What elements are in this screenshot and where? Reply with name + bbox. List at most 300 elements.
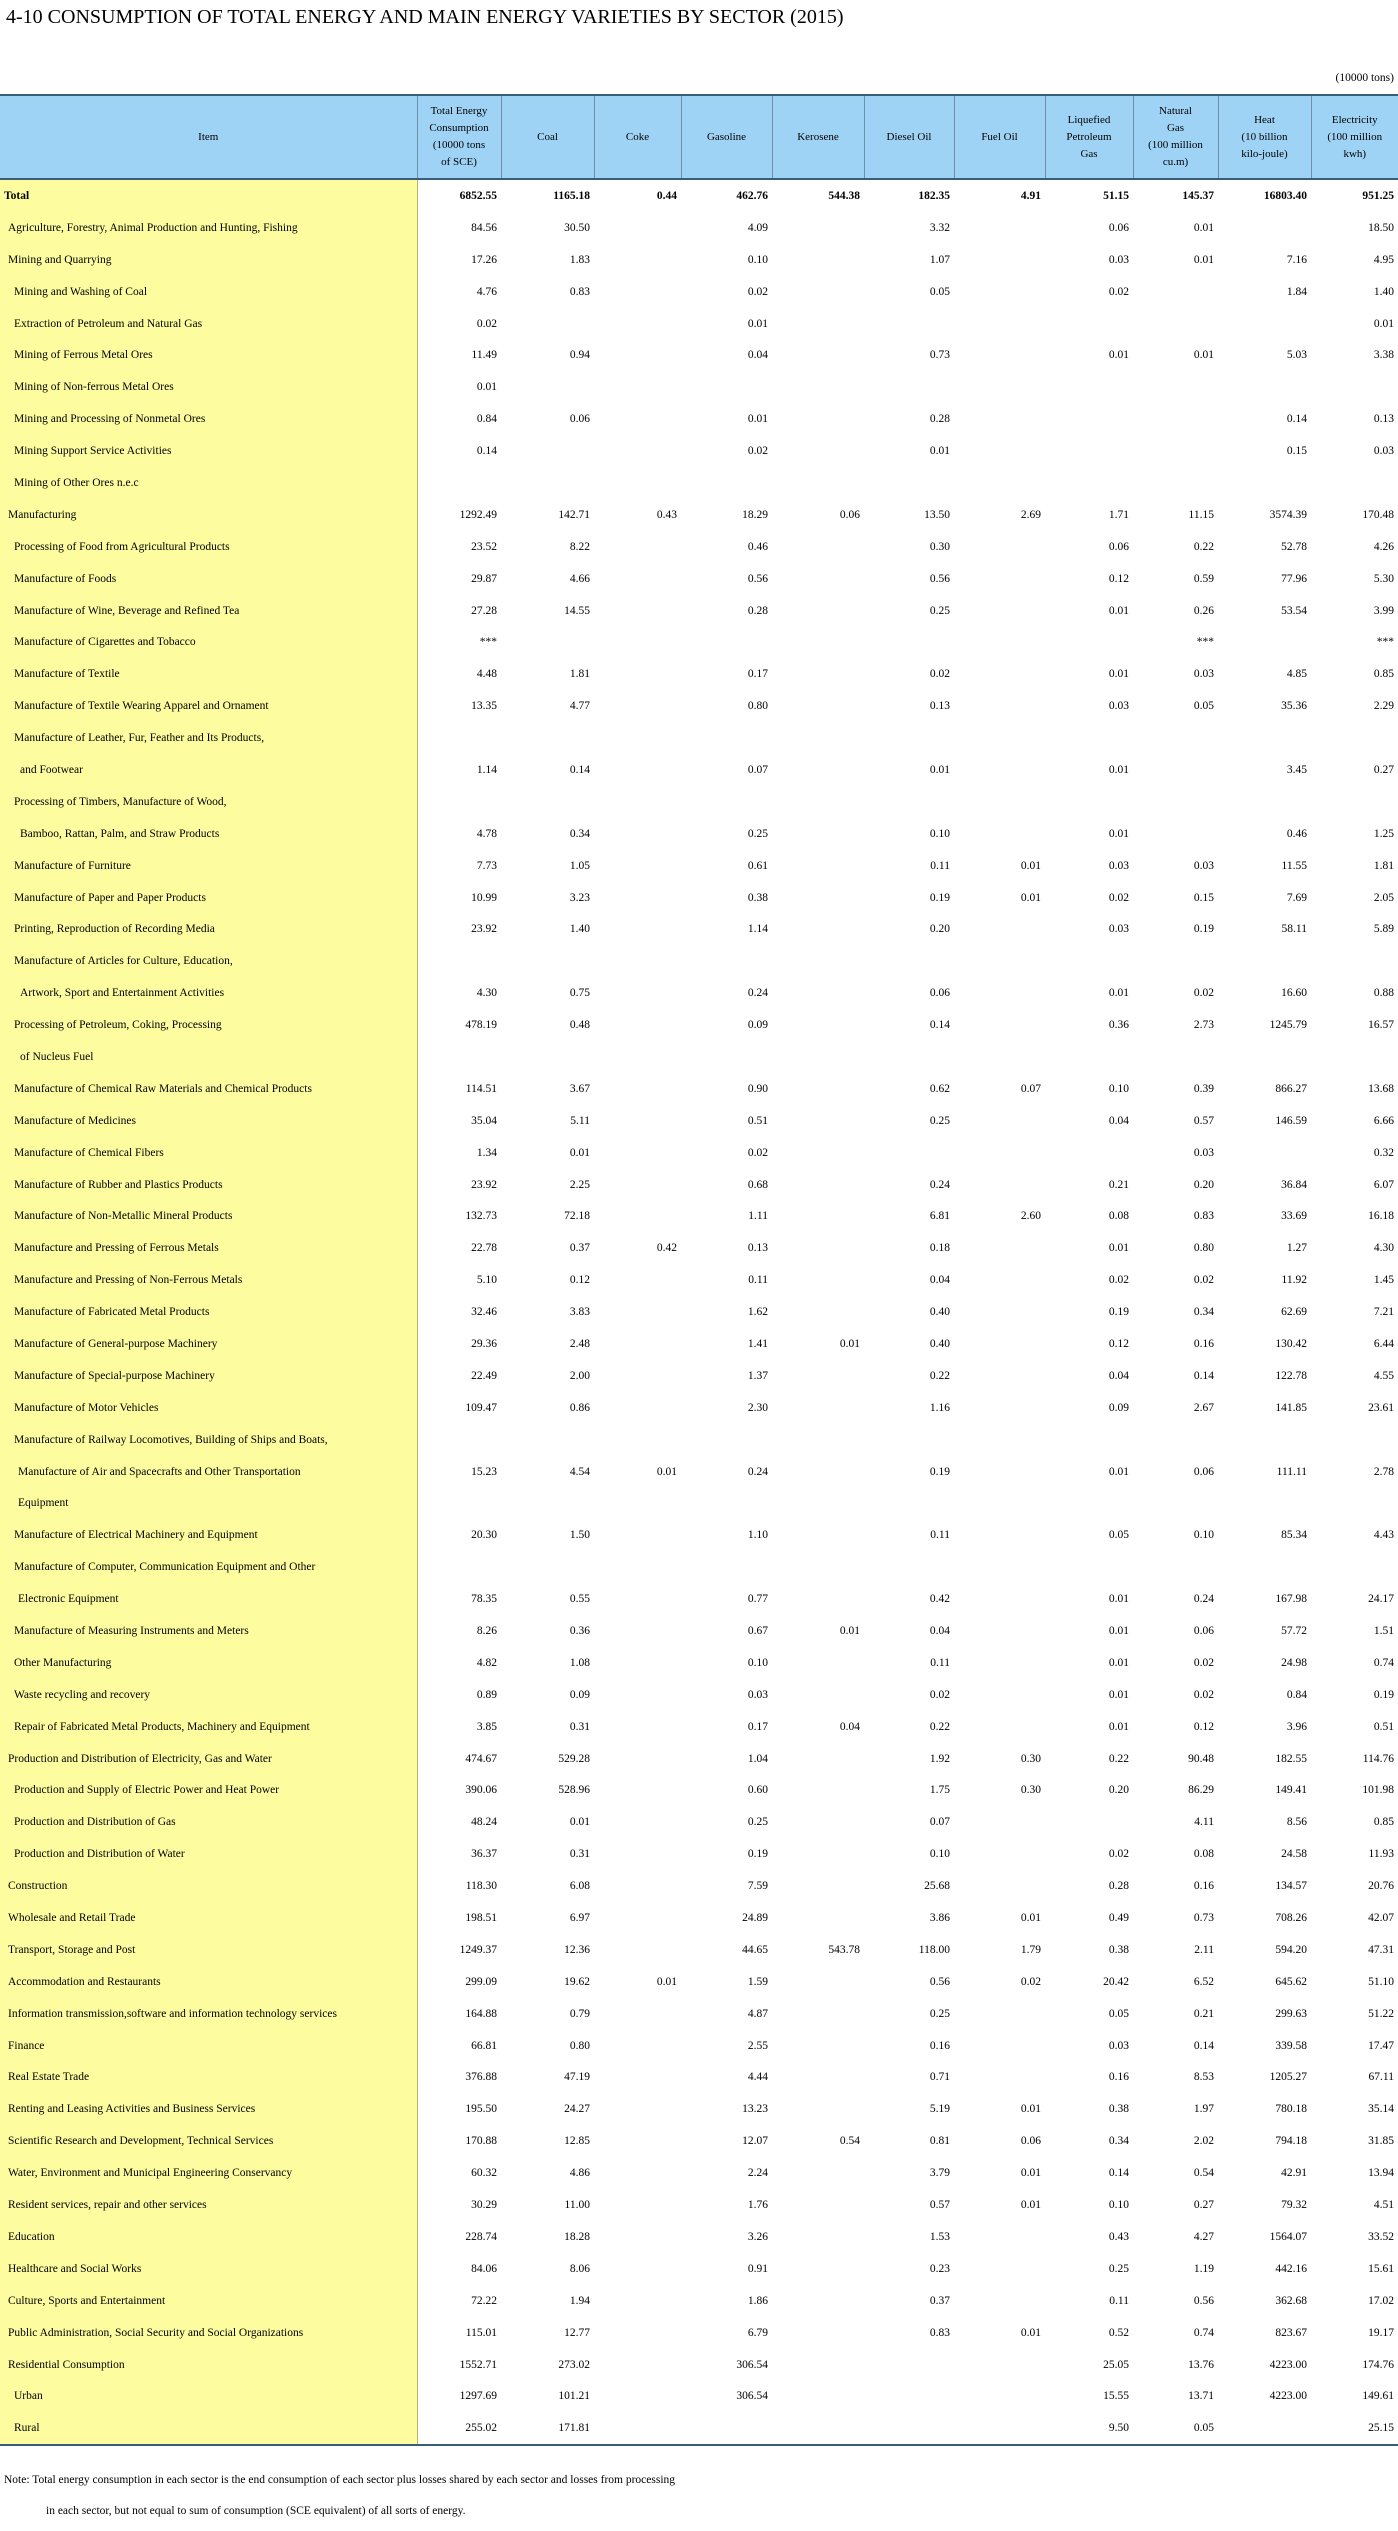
table-cell <box>1133 467 1218 499</box>
table-cell <box>772 595 864 627</box>
table-cell <box>864 1424 954 1456</box>
table-cell: 0.02 <box>747 1146 768 1159</box>
table-cell <box>1133 403 1218 435</box>
table-row <box>0 2380 1398 2412</box>
row-label: Healthcare and Social Works <box>0 2253 417 2285</box>
table-cell: 23.61 <box>1368 1401 1394 1414</box>
table-cell: 0.20 <box>1193 1178 1214 1191</box>
table-cell: 0.01 <box>476 381 497 394</box>
table-cell: 1.07 <box>929 253 950 266</box>
table-cell: 2.02 <box>1193 2135 1214 2148</box>
table-cell: 0.14 <box>929 1019 950 1032</box>
row-label: Renting and Leasing Activities and Business Services <box>0 2093 417 2125</box>
table-row <box>0 1073 1398 1105</box>
table-cell <box>1045 308 1133 340</box>
table-cell <box>772 945 864 977</box>
row-label: Mining and Washing of Coal <box>0 276 417 308</box>
table-cell: 2.00 <box>569 1369 590 1382</box>
table-cell: 0.02 <box>476 317 497 330</box>
table-row <box>0 2349 1398 2381</box>
table-cell: 3.67 <box>569 1082 590 1095</box>
table-cell: 0.43 <box>1108 2230 1129 2243</box>
table-cell <box>954 2349 1045 2381</box>
table-cell <box>772 1519 864 1551</box>
table-cell <box>417 786 501 818</box>
column-header <box>864 95 954 179</box>
table-cell: 645.62 <box>1275 1975 1307 1988</box>
table-cell <box>594 2125 681 2157</box>
table-cell <box>1045 626 1133 658</box>
table-cell <box>772 1806 864 1838</box>
table-cell: 708.26 <box>1275 1912 1307 1925</box>
table-cell: 0.05 <box>929 285 950 298</box>
table-cell: 442.16 <box>1275 2262 1307 2275</box>
table-cell: 4.55 <box>1373 1369 1394 1382</box>
column-header-line: cu.m) <box>1162 156 1189 168</box>
table-cell: 794.18 <box>1275 2135 1307 2148</box>
table-cell: 0.40 <box>929 1306 950 1319</box>
table-cell <box>1133 1488 1218 1520</box>
table-cell: 1292.49 <box>459 508 497 521</box>
table-cell <box>954 563 1045 595</box>
table-cell <box>772 1583 864 1615</box>
table-cell: 0.80 <box>569 2039 590 2052</box>
table-cell: 12.77 <box>564 2326 590 2339</box>
table-cell: 0.22 <box>929 1720 950 1733</box>
table-cell <box>864 945 954 977</box>
table-cell: 0.30 <box>1020 1784 1041 1797</box>
table-cell: 0.36 <box>569 1625 590 1638</box>
table-cell <box>954 2221 1045 2253</box>
table-cell: 0.79 <box>569 2007 590 2020</box>
column-header-line: (10000 tons <box>432 139 486 151</box>
table-cell <box>772 308 864 340</box>
table-cell: 18.29 <box>742 508 768 521</box>
table-cell <box>1045 1041 1133 1073</box>
row-label: Agriculture, Forestry, Animal Production and Hunting, Fishing <box>0 212 417 244</box>
table-cell: 228.74 <box>465 2230 497 2243</box>
table-cell: 36.37 <box>471 1848 497 1861</box>
table-cell <box>772 2380 864 2412</box>
table-cell: 0.10 <box>747 1656 768 1669</box>
table-row <box>0 371 1398 403</box>
table-cell: 0.26 <box>1193 604 1214 617</box>
table-cell <box>501 1551 594 1583</box>
table-cell: 2.67 <box>1193 1401 1214 1414</box>
table-cell: 51.10 <box>1368 1975 1394 1988</box>
table-cell <box>1311 945 1398 977</box>
table-cell <box>954 1264 1045 1296</box>
table-cell: 0.19 <box>1373 1688 1394 1701</box>
table-cell: 0.13 <box>929 700 950 713</box>
table-cell <box>772 1424 864 1456</box>
table-cell: 7.69 <box>1286 891 1307 904</box>
table-cell: 25.68 <box>924 1880 950 1893</box>
table-cell: *** <box>1376 636 1394 649</box>
table-cell <box>501 1424 594 1456</box>
table-cell: 2.11 <box>1194 1943 1214 1956</box>
table-row <box>0 1456 1398 1488</box>
table-cell: 0.03 <box>1108 253 1129 266</box>
table-cell <box>772 818 864 850</box>
table-cell: 0.02 <box>1020 1975 1041 1988</box>
row-label: Processing of Food from Agricultural Products <box>0 531 417 563</box>
table-cell: 0.01 <box>839 1625 860 1638</box>
table-cell <box>772 1551 864 1583</box>
table-cell <box>594 1998 681 2030</box>
table-cell <box>417 722 501 754</box>
row-label: Mining of Ferrous Metal Ores <box>0 339 417 371</box>
table-cell: 544.38 <box>828 189 860 202</box>
table-cell <box>681 1551 772 1583</box>
table-row <box>0 1232 1398 1264</box>
table-cell: 0.01 <box>1108 1720 1129 1733</box>
row-label: Waste recycling and recovery <box>0 1679 417 1711</box>
row-label: Printing, Reproduction of Recording Media <box>0 913 417 945</box>
table-cell <box>1045 722 1133 754</box>
table-cell <box>954 1424 1045 1456</box>
row-label: Mining and Processing of Nonmetal Ores <box>0 403 417 435</box>
table-cell: 2.60 <box>1020 1210 1041 1223</box>
table-cell: 4.30 <box>476 987 497 1000</box>
table-cell: 0.11 <box>930 859 950 872</box>
table-cell: 0.80 <box>1193 1242 1214 1255</box>
table-row <box>0 1551 1398 1583</box>
table-cell <box>681 1488 772 1520</box>
table-cell: 13.71 <box>1188 2390 1214 2403</box>
table-cell: 5.03 <box>1286 349 1307 362</box>
table-cell: 13.94 <box>1368 2167 1394 2180</box>
table-cell <box>417 1424 501 1456</box>
table-cell: 22.49 <box>471 1369 497 1382</box>
table-cell: 4.51 <box>1373 2199 1394 2212</box>
table-cell: 0.03 <box>1108 859 1129 872</box>
table-cell <box>1045 371 1133 403</box>
table-cell: 0.18 <box>929 1242 950 1255</box>
table-cell: 149.61 <box>1362 2390 1394 2403</box>
table-cell: 17.47 <box>1368 2039 1394 2052</box>
table-cell: 141.85 <box>1275 1401 1307 1414</box>
table-cell <box>594 1711 681 1743</box>
table-row <box>0 244 1398 276</box>
row-label: Manufacture and Pressing of Non-Ferrous Metals <box>0 1264 417 1296</box>
table-cell <box>1045 1137 1133 1169</box>
table-cell <box>594 2253 681 2285</box>
table-cell: 13.76 <box>1188 2358 1214 2371</box>
table-cell: 4.87 <box>747 2007 768 2020</box>
table-cell: 0.22 <box>1193 540 1214 553</box>
table-cell <box>954 1328 1045 1360</box>
table-cell <box>772 2253 864 2285</box>
table-cell <box>594 467 681 499</box>
table-cell: 1.41 <box>747 1338 768 1350</box>
table-cell <box>954 1105 1045 1137</box>
row-label: of Nucleus Fuel <box>0 1041 417 1073</box>
table-cell: 35.14 <box>1368 2103 1394 2116</box>
table-cell <box>954 2030 1045 2062</box>
table-cell <box>954 1488 1045 1520</box>
table-cell: 0.05 <box>1133 2412 1218 2445</box>
table-cell <box>1045 1806 1133 1838</box>
table-cell: 0.67 <box>747 1625 768 1638</box>
table-cell: 16.60 <box>1281 987 1307 1000</box>
table-cell: 8.53 <box>1193 2071 1214 2084</box>
table-cell: 0.25 <box>747 1816 768 1829</box>
table-row <box>0 179 1398 212</box>
table-row <box>0 1169 1398 1201</box>
table-cell: 0.03 <box>1193 859 1214 872</box>
table-cell: 4.44 <box>747 2071 768 2084</box>
table-cell <box>681 945 772 977</box>
table-cell: 4.30 <box>1373 1242 1394 1255</box>
row-label: Manufacture of Wine, Beverage and Refined Tea <box>0 595 417 627</box>
table-cell: 84.06 <box>471 2262 497 2275</box>
table-cell: 47.19 <box>564 2071 590 2084</box>
table-cell: 0.44 <box>656 189 677 202</box>
table-cell: 13.50 <box>924 508 950 521</box>
table-cell: 182.55 <box>1275 1752 1307 1765</box>
table-cell: 0.12 <box>569 1274 590 1287</box>
table-cell: 35.36 <box>1281 700 1307 713</box>
table-cell <box>954 1615 1045 1647</box>
table-cell: 0.57 <box>1193 1114 1214 1127</box>
table-cell <box>501 626 594 658</box>
table-cell: 1.34 <box>476 1146 497 1159</box>
table-cell: 1.84 <box>1286 285 1307 298</box>
table-cell: 5.11 <box>570 1114 590 1127</box>
table-cell: 0.23 <box>929 2262 950 2275</box>
table-cell: 167.98 <box>1275 1593 1307 1606</box>
table-cell: 2.25 <box>569 1178 590 1191</box>
table-cell <box>681 722 772 754</box>
table-cell <box>594 595 681 627</box>
table-cell <box>954 339 1045 371</box>
table-cell <box>1218 371 1311 403</box>
table-cell <box>594 1615 681 1647</box>
table-cell: 8.06 <box>569 2262 590 2275</box>
table-cell <box>1133 945 1218 977</box>
table-cell: 1.86 <box>747 2294 768 2307</box>
table-cell: 0.16 <box>1108 2071 1129 2084</box>
table-cell <box>772 1296 864 1328</box>
table-cell: 7.16 <box>1286 253 1307 266</box>
table-cell: 0.01 <box>1193 349 1214 362</box>
table-cell: 6.07 <box>1373 1178 1394 1191</box>
table-row <box>0 882 1398 914</box>
table-cell: 0.01 <box>1108 827 1129 840</box>
table-cell: 62.69 <box>1281 1306 1307 1319</box>
table-cell: 1249.37 <box>459 1943 497 1956</box>
table-cell: 1564.07 <box>1269 2230 1307 2243</box>
table-cell: 462.76 <box>736 189 768 202</box>
row-label: Manufacture of Fabricated Metal Products <box>0 1296 417 1328</box>
table-cell: 0.84 <box>476 413 497 426</box>
table-cell <box>772 2157 864 2189</box>
table-cell: 0.40 <box>929 1338 950 1350</box>
table-cell: 4.48 <box>476 668 497 681</box>
table-cell <box>954 2253 1045 2285</box>
table-cell <box>772 1137 864 1169</box>
table-cell: 0.73 <box>1193 1912 1214 1925</box>
table-cell <box>1311 1424 1398 1456</box>
table-cell <box>1045 1551 1133 1583</box>
column-header-line: Gas <box>1080 147 1098 160</box>
table-cell <box>772 1360 864 1392</box>
table-cell <box>594 786 681 818</box>
table-cell: 24.58 <box>1281 1848 1307 1861</box>
row-label: Manufacture of Computer, Communication Equipment and Other <box>0 1551 417 1583</box>
table-cell <box>594 276 681 308</box>
table-cell <box>594 1775 681 1807</box>
table-cell: 1.27 <box>1286 1242 1307 1255</box>
table-cell: 0.34 <box>1193 1306 1214 1319</box>
table-cell: 0.24 <box>1193 1593 1214 1606</box>
table-cell <box>864 467 954 499</box>
table-cell: 0.25 <box>747 827 768 840</box>
table-cell <box>772 563 864 595</box>
table-cell: 0.09 <box>747 1019 768 1032</box>
table-row <box>0 308 1398 340</box>
column-header-line: Gasoline <box>706 130 747 143</box>
table-cell <box>594 2349 681 2381</box>
table-cell: 0.34 <box>569 827 590 840</box>
row-label: Processing of Petroleum, Coking, Processing <box>0 1009 417 1041</box>
table-cell: 0.55 <box>569 1593 590 1606</box>
table-cell <box>954 945 1045 977</box>
table-cell: 0.48 <box>569 1019 590 1032</box>
table-cell <box>1133 754 1218 786</box>
column-header-line: of SCE) <box>441 156 477 168</box>
table-cell <box>594 945 681 977</box>
table-cell: 0.13 <box>1373 413 1394 426</box>
table-cell: 0.25 <box>1108 2262 1129 2275</box>
table-cell: 0.25 <box>929 604 950 617</box>
row-label: Manufacture of Special-purpose Machinery <box>0 1360 417 1392</box>
table-cell <box>594 1488 681 1520</box>
table-cell <box>772 1870 864 1902</box>
table-row <box>0 2317 1398 2349</box>
table-cell: 0.01 <box>1108 1656 1129 1669</box>
table-cell <box>954 2380 1045 2412</box>
table-cell: 0.16 <box>1193 1338 1214 1350</box>
table-row <box>0 1711 1398 1743</box>
table-cell: 0.75 <box>569 987 590 1000</box>
table-cell: 0.61 <box>747 859 768 872</box>
table-row <box>0 1998 1398 2030</box>
table-cell: 36.84 <box>1281 1178 1307 1191</box>
table-cell <box>954 786 1045 818</box>
table-cell: 16.57 <box>1368 1019 1394 1032</box>
table-cell: 1.75 <box>929 1784 950 1797</box>
table-cell: 0.14 <box>1193 1369 1214 1382</box>
table-row <box>0 1647 1398 1679</box>
table-cell: 1.05 <box>569 859 590 872</box>
row-label: Manufacture and Pressing of Ferrous Metals <box>0 1232 417 1264</box>
table-cell: 90.48 <box>1188 1752 1214 1765</box>
table-row <box>0 467 1398 499</box>
table-cell: 306.54 <box>736 2358 768 2371</box>
table-cell: 0.38 <box>1108 2103 1129 2116</box>
table-cell <box>1045 435 1133 467</box>
table-cell: 16.18 <box>1368 1210 1394 1223</box>
table-row <box>0 2285 1398 2317</box>
table-cell: 0.84 <box>1286 1688 1307 1701</box>
table-cell: 17.02 <box>1368 2294 1394 2307</box>
table-cell: 0.14 <box>1108 2167 1129 2180</box>
table-cell <box>1311 1041 1398 1073</box>
table-cell <box>772 2062 864 2094</box>
table-cell <box>772 1966 864 1998</box>
table-cell: 0.24 <box>747 987 768 1000</box>
table-cell <box>501 371 594 403</box>
table-cell: 0.24 <box>747 1465 768 1478</box>
table-cell <box>594 1392 681 1424</box>
table-cell <box>954 1647 1045 1679</box>
table-cell: 7.59 <box>747 1880 768 1893</box>
row-label: Manufacture of Air and Spacecrafts and Other Transportation <box>0 1456 417 1488</box>
table-row <box>0 1743 1398 1775</box>
row-label: Manufacture of Paper and Paper Products <box>0 882 417 914</box>
table-cell: 0.56 <box>929 572 950 585</box>
table-cell <box>772 371 864 403</box>
table-cell: 0.03 <box>1373 445 1394 458</box>
table-cell: 171.81 <box>501 2412 594 2445</box>
table-cell: 32.46 <box>471 1306 497 1319</box>
table-cell: 4.09 <box>747 221 768 234</box>
table-cell: 0.01 <box>1020 1912 1041 1925</box>
table-cell <box>594 563 681 595</box>
table-cell: 3.86 <box>929 1912 950 1925</box>
table-cell <box>1133 435 1218 467</box>
table-cell <box>594 2412 681 2445</box>
table-cell <box>772 2412 864 2445</box>
row-label: Mining of Non-ferrous Metal Ores <box>0 371 417 403</box>
table-cell <box>772 467 864 499</box>
table-cell <box>864 308 954 340</box>
table-cell <box>1311 786 1398 818</box>
column-header-line: kilo-joule) <box>1241 147 1288 160</box>
table-cell <box>1133 1041 1218 1073</box>
table-cell: 0.91 <box>747 2262 768 2275</box>
table-cell: 0.02 <box>929 668 950 681</box>
table-cell: 51.15 <box>1103 189 1129 202</box>
table-cell: 1245.79 <box>1269 1019 1307 1032</box>
table-cell: 0.21 <box>1108 1178 1129 1191</box>
table-row <box>0 1488 1398 1520</box>
table-row <box>0 1775 1398 1807</box>
table-cell: 0.22 <box>929 1369 950 1382</box>
table-cell <box>954 1456 1045 1488</box>
table-row <box>0 1934 1398 1966</box>
table-cell: 0.06 <box>929 987 950 1000</box>
table-cell <box>772 2317 864 2349</box>
table-cell: 58.11 <box>1281 923 1307 936</box>
table-cell: 118.30 <box>465 1880 497 1893</box>
table-row <box>0 1201 1398 1233</box>
table-cell <box>594 1870 681 1902</box>
table-cell: 0.04 <box>929 1274 950 1287</box>
table-cell <box>1045 403 1133 435</box>
table-cell: 0.02 <box>1193 987 1214 1000</box>
table-cell: 0.06 <box>1108 540 1129 553</box>
table-cell: 376.88 <box>465 2071 497 2084</box>
table-cell: 0.15 <box>1286 445 1307 458</box>
table-cell: 0.14 <box>1286 413 1307 426</box>
table-cell <box>594 1679 681 1711</box>
table-cell <box>501 308 594 340</box>
table-cell <box>594 1360 681 1392</box>
table-cell: 23.52 <box>471 540 497 553</box>
